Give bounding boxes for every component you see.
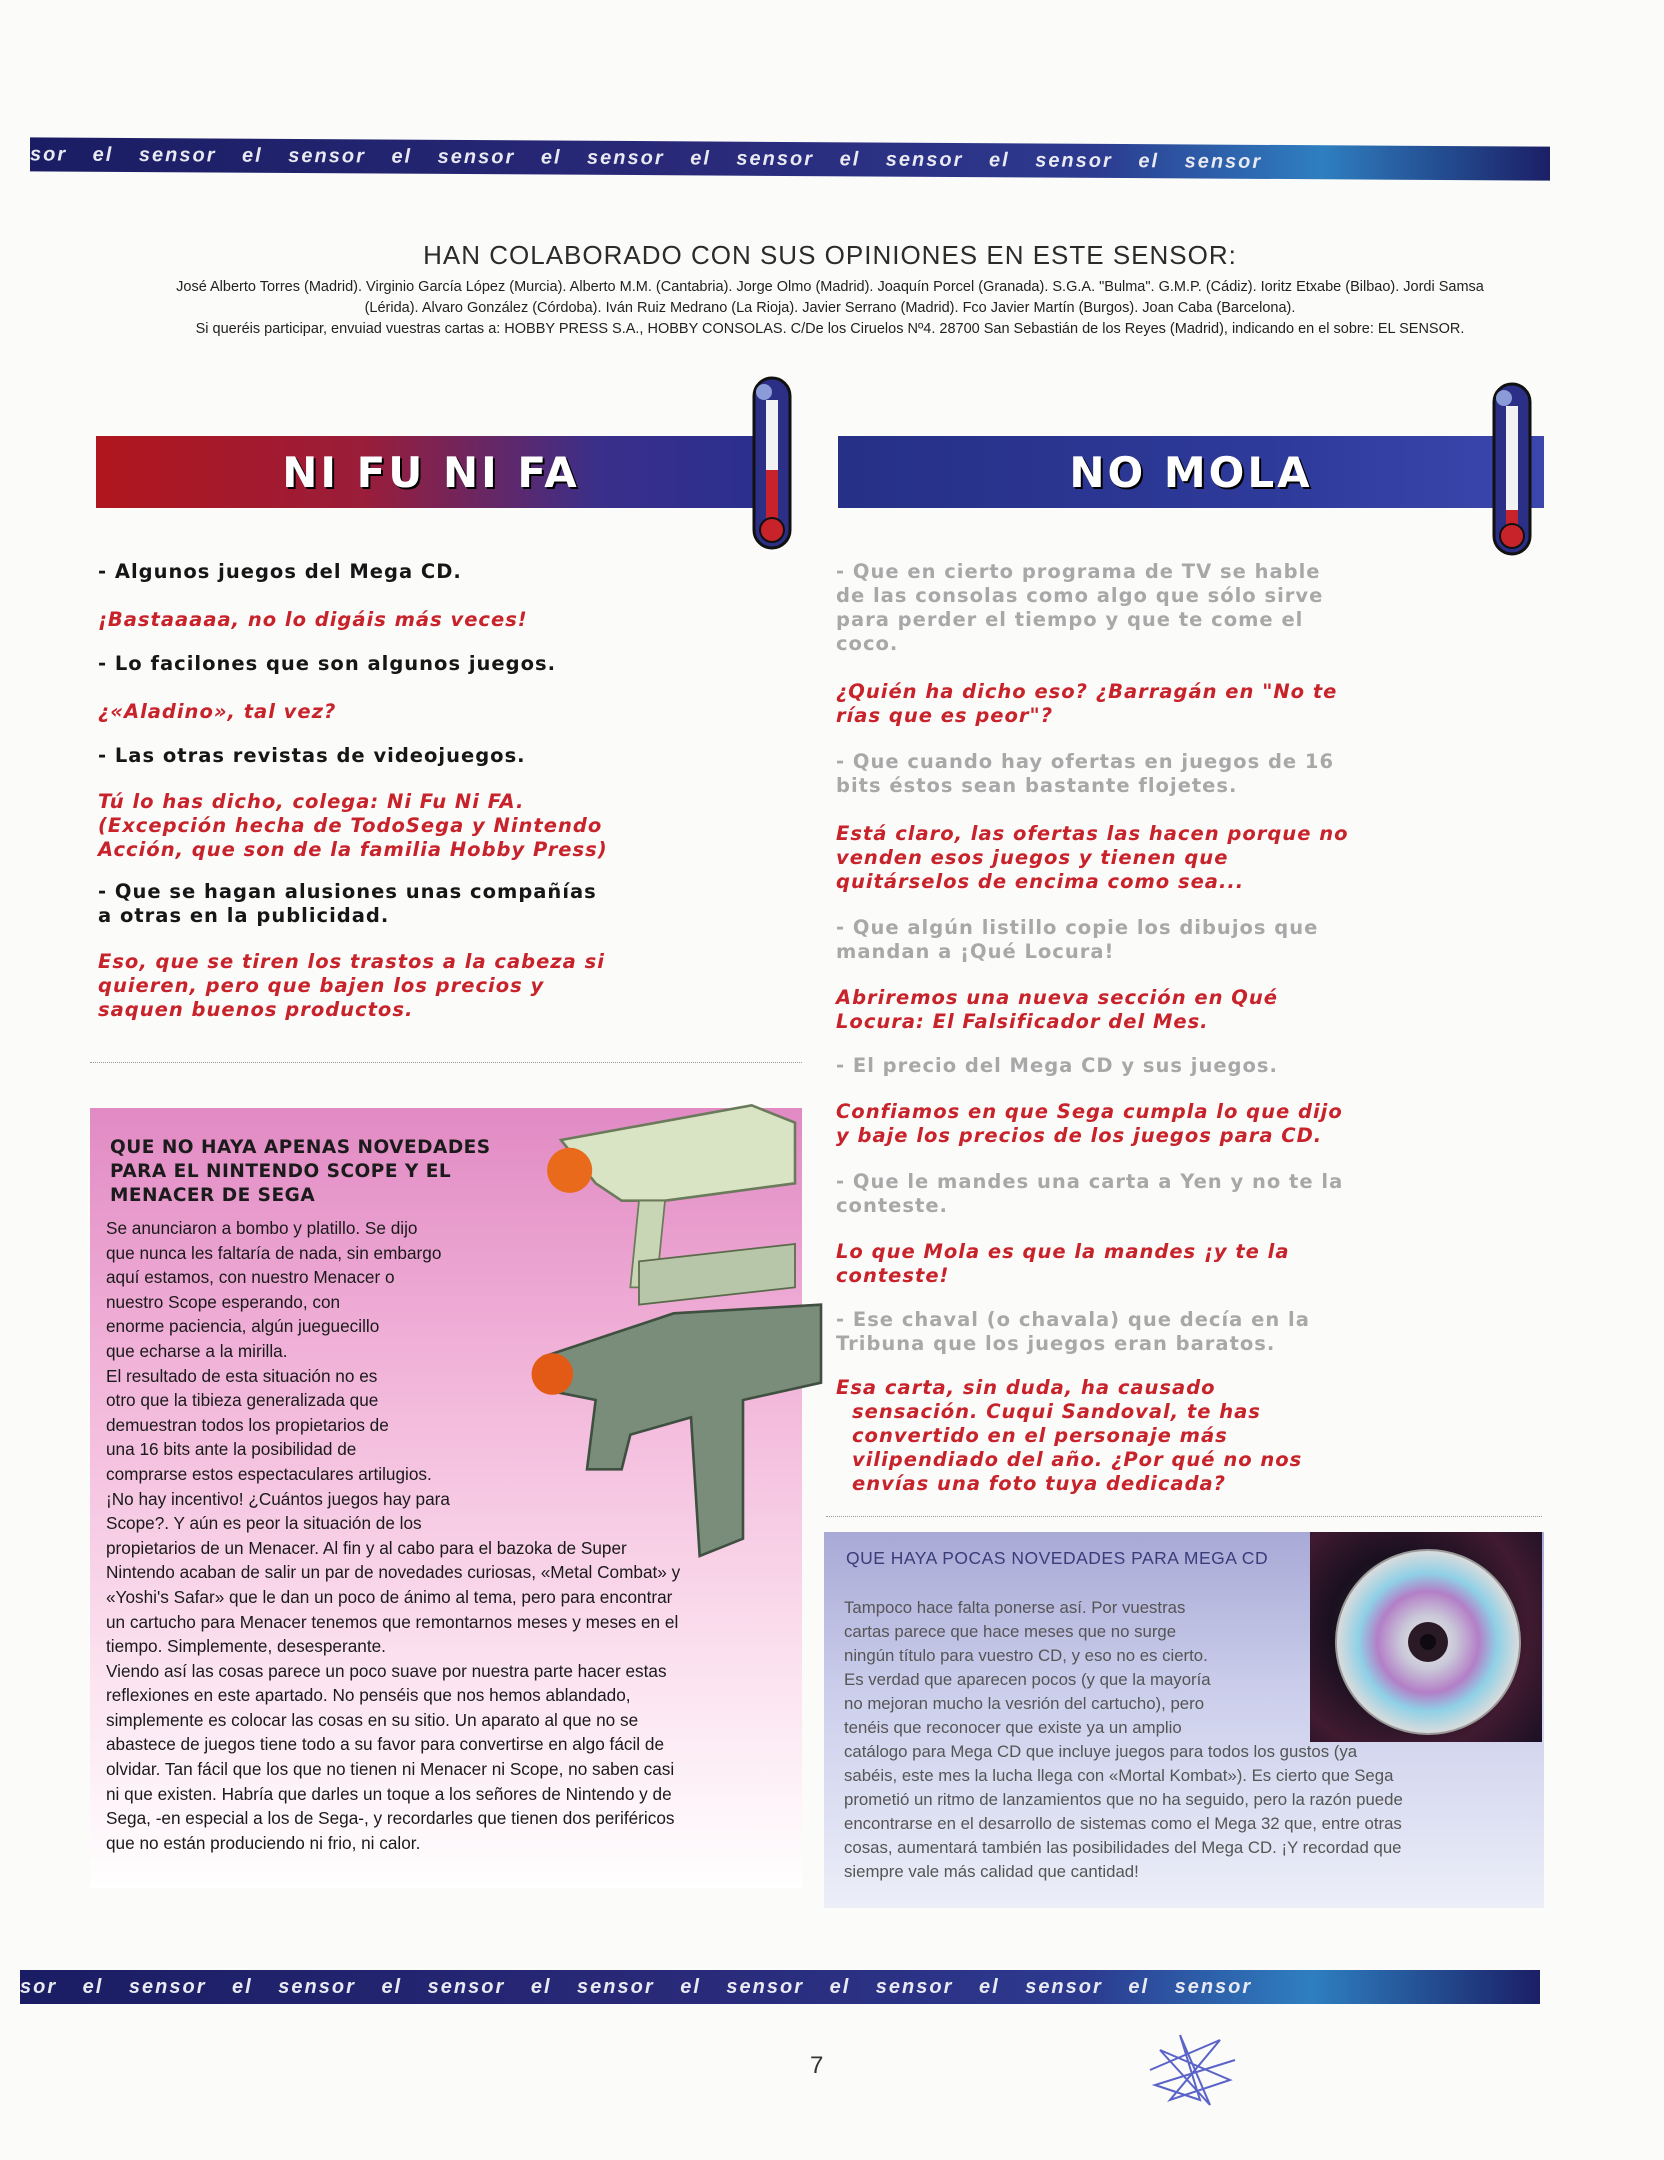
no-mola-line: Tribuna que los juegos eran baratos. [836,1332,1276,1355]
body-wide [844,1740,1534,1884]
no-mola-line: conteste. [836,1194,948,1217]
text-line: siempre vale más calidad que cantidad! [844,1862,1139,1881]
text-line: cartas parece que hace meses que no surge [844,1622,1177,1641]
ni-fu-reply-1: ¡Bastaaaaa, no lo digáis más veces! [98,608,528,631]
text-line: reflexiones en este apartado. No penséis que nos hemos ablandado, [106,1685,631,1706]
scope-menacer-body [106,1216,786,1855]
no-mola-line: - Que algún listillo copie los dibujos que [836,916,1319,939]
text-line: catálogo para Mega CD que incluye juegos para todos los gustos (ya [844,1742,1358,1761]
ni-fu-ni-fa-header [96,436,766,508]
banner-text: sor el sensor el sensor el sensor el sensor el sensor el sensor el sensor el sensor [30,143,1263,173]
no-mola-reply-line: envías una foto tuya dedicada? [852,1472,1226,1495]
no-mola-line: mandan a ¡Qué Locura! [836,940,1115,963]
text-line: prometió un ritmo de lanzamientos que no ha seguido, pero la razón puede [844,1790,1403,1809]
collaborators-names-1: José Alberto Torres (Madrid). Virginio García López (Murcia). Alberto M.M. (Cantabria). Jorge Olmo (Madrid). Joaquín Porcel (Granada). S.G.A. "Bulma". G.M.P. (Cádiz). Ioritz Etxabe (Bilbao). Jordi Samsa [176,279,1484,295]
top-banner [30,137,1550,180]
text-line: cosas, aumentará también las posibilidades del Mega CD. ¡Y recordad que [844,1838,1402,1857]
ni-fu-reply-3a: Tú lo has dicho, colega: Ni Fu Ni FA. [98,790,525,813]
no-mola-line: bits éstos sean bastante flojetes. [836,774,1238,797]
no-mola-reply-line: rías que es peor"? [836,704,1053,727]
no-mola-reply-line: sensación. Cuqui Sandoval, te has [852,1400,1261,1423]
text-line: Nintendo acaban de salir un par de novedades curiosas, «Metal Combat» y [106,1562,681,1583]
text-line: Tampoco hace falta ponerse así. Por vuestras [844,1598,1186,1617]
no-mola-reply-line: Locura: El Falsificador del Mes. [836,1010,1209,1033]
text-line: Viendo así las cosas parece un poco suave por nuestra parte hacer estas [106,1660,667,1681]
no-mola-reply-line: Abriremos una nueva sección en Qué [836,986,1278,1009]
no-mola-reply-line: Esa carta, sin duda, ha causado [836,1376,1216,1399]
ni-fu-reply-3b: (Excepción hecha de TodoSega y Nintendo [98,814,603,837]
text-line: enorme paciencia, algún jueguecillo [106,1316,380,1337]
no-mola-reply-line: conteste! [836,1264,950,1287]
text-line: que echarse a la mirilla. [106,1340,288,1361]
text-line: demuestran todos los propietarios de [106,1414,389,1435]
ni-fu-item-4b: a otras en la publicidad. [98,904,390,927]
text-line: olvidar. Tan fácil que los que no tienen ni Menacer ni Scope, no saben casi [106,1759,675,1780]
text-line: no mejoran mucho la vesrión del cartucho), pero [844,1694,1205,1713]
no-mola-reply-line: Está claro, las ofertas las hacen porque no [836,822,1349,845]
no-mola-line: coco. [836,632,899,655]
text-line: comprarse estos espectaculares artilugios. [106,1463,432,1484]
no-mola-reply-line: ¿Quién ha dicho eso? ¿Barragán en "No te [836,680,1338,703]
mega-cd-title: QUE HAYA POCAS NOVEDADES PARA MEGA CD [846,1548,1269,1568]
scope-menacer-title: QUE NO HAYA APENAS NOVEDADES PARA EL NINTENDO SCOPE Y EL MENACER DE SEGA [110,1137,491,1206]
no-mola-reply-line: convertido en el personaje más [852,1424,1228,1447]
collaborators-title: HAN COLABORADO CON SUS OPINIONES EN ESTE SENSOR: [423,240,1237,270]
ni-fu-item-1: - Algunos juegos del Mega CD. [98,560,462,583]
text-line: simplemente es colocar las cosas en su sitio. Un aparato al que no se [106,1709,639,1730]
thermometer-icon [1480,376,1544,562]
collaborators-section [100,240,1560,340]
no-mola-line: - Que cuando hay ofertas en juegos de 16 [836,750,1335,773]
text-line: que no están produciendo ni frio, ni calor. [106,1832,421,1853]
ni-fu-item-4a: - Que se hagan alusiones unas compañías [98,880,597,903]
ni-fu-reply-3c: Acción, que son de la familia Hobby Press) [98,838,608,861]
text-line: abastece de juegos tiene todo a su favor para convertirse en algo fácil de [106,1734,664,1755]
text-line: Scope?. Y aún es peor la situación de los [106,1513,422,1534]
no-mola-reply-line: Lo que Mola es que la mandes ¡y te la [836,1240,1290,1263]
text-line: otro que la tibieza generalizada que [106,1390,379,1411]
mega-cd-box [824,1532,1544,1908]
text-line: tiempo. Simplemente, desesperante. [106,1636,386,1657]
text-line: ningún título para vuestro CD, y eso no es cierto. [844,1646,1208,1665]
text-line: encontrarse en el desarrollo de sistemas como el Mega 32 que, entre otras [844,1814,1402,1833]
no-mola-line: - Que en cierto programa de TV se hable [836,560,1321,583]
no-mola-header [838,436,1544,508]
mega-cd-body [844,1596,1534,1884]
no-mola-reply-line: quitárselos de encima como sea... [836,870,1245,893]
text-line: una 16 bits ante la posibilidad de [106,1439,357,1460]
ni-fu-reply-4b: quieren, pero que bajen los precios y [98,974,545,997]
text-line: El resultado de esta situación no es [106,1365,378,1386]
text-line: Sega, -en especial a los de Sega-, y recordarles que tienen dos periféricos [106,1808,675,1829]
body-narrow [106,1216,516,1536]
text-line: propietarios de un Menacer. Al fin y al cabo para el bazoka de Super [106,1537,627,1558]
no-mola-line: - Ese chaval (o chavala) que decía en la [836,1308,1310,1331]
no-mola-reply-line: Confiamos en que Sega cumpla lo que dijo [836,1100,1343,1123]
divider [90,1062,802,1063]
no-mola-line: - El precio del Mega CD y sus juegos. [836,1054,1278,1077]
thermometer-icon [740,370,804,556]
ni-fu-reply-4a: Eso, que se tiren los trastos a la cabeza si [98,950,605,973]
signature-scribble [1140,2030,1240,2110]
no-mola-reply-line: y baje los precios de los juegos para CD. [836,1124,1323,1147]
text-line: nuestro Scope esperando, con [106,1291,341,1312]
no-mola-title: NO MOLA [1069,447,1313,497]
text-line: tenéis que reconocer que existe ya un amplio [844,1718,1182,1737]
text-line: sabéis, este mes la lucha llega con «Mortal Kombat»). Es cierto que Sega [844,1766,1394,1785]
no-mola-line: - Que le mandes una carta a Yen y no te la [836,1170,1344,1193]
no-mola-line: para perder el tiempo y que te come el [836,608,1304,631]
page-number: 7 [810,2052,824,2079]
no-mola-reply-line: vilipendiado del año. ¿Por qué no nos [852,1448,1303,1471]
collaborators-names-2: (Lérida). Alvaro González (Córdoba). Iván Ruiz Medrano (La Rioja). Javier Serrano (Madrid). Fco Javier Martín (Burgos). Joan Caba (Barcelona). [364,300,1296,316]
text-line: Es verdad que aparecen pocos (y que la mayoría [844,1670,1211,1689]
text-line: «Yoshi's Safar» que le dan un poco de ánimo al tema, pero para encontrar [106,1586,673,1607]
text-line: aquí estamos, con nuestro Menacer o [106,1267,395,1288]
text-line: ¡No hay incentivo! ¿Cuántos juegos hay para [106,1488,450,1509]
text-line: un cartucho para Menacer tenemos que remontarnos meses y meses en el [106,1611,679,1632]
scope-menacer-box [90,1108,802,1888]
body-wide [106,1536,786,1856]
collaborators-address: Si queréis participar, envuiad vuestras cartas a: HOBBY PRESS S.A., HOBBY CONSOLAS. C/De los Ciruelos Nº4. 28700 San Sebastián de los Reyes (Madrid), indicando en el sobre: EL SENSOR. [195,321,1465,337]
text-line: Se anunciaron a bombo y platillo. Se dijo [106,1218,418,1238]
text-line: que nunca les faltaría de nada, sin embargo [106,1242,442,1263]
divider [826,1516,1542,1517]
ni-fu-reply-4c: saquen buenos productos. [98,998,414,1021]
ni-fu-ni-fa-title: NI FU NI FA [282,447,580,497]
ni-fu-item-3: - Las otras revistas de videojuegos. [98,744,526,767]
banner-text: sor el sensor el sensor el sensor el sensor el sensor el sensor el sensor el sensor [20,1976,1253,1998]
text-line: ni que existen. Habría que darles un toque a los señores de Nintendo y de [106,1783,672,1804]
no-mola-line: de las consolas como algo que sólo sirve [836,584,1324,607]
body-narrow [844,1596,1294,1740]
no-mola-reply-line: venden esos juegos y tienen que [836,846,1229,869]
ni-fu-reply-2: ¿«Aladino», tal vez? [98,700,337,723]
bottom-banner [20,1970,1540,2004]
ni-fu-item-2: - Lo facilones que son algunos juegos. [98,652,557,675]
